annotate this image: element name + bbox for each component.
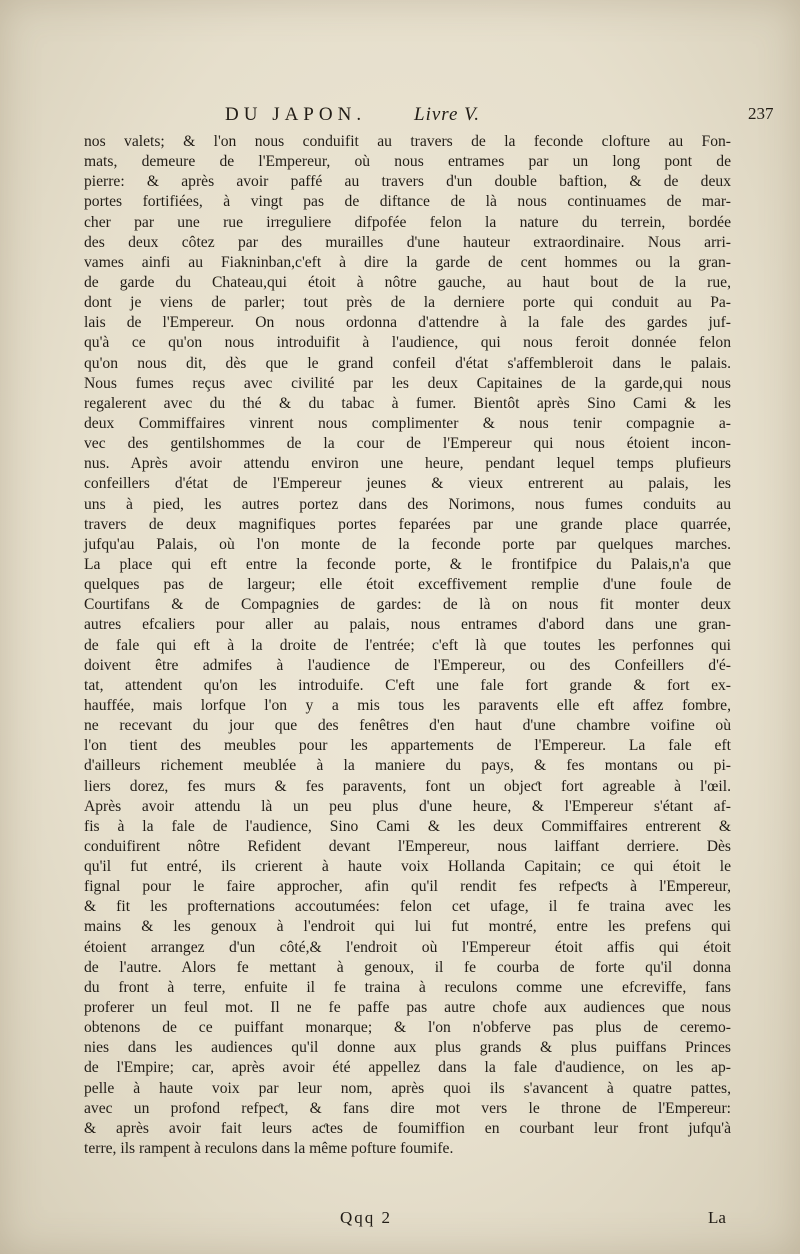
catchword: La [708,1208,726,1227]
text-line: fis à la fale de l'audience, Sino Cami & les deux Commiffaires entrerent & [84,817,731,835]
text-line: vames ainfi au Fiakninban,c'eft à dire la garde de cent hommes ou la gran- [84,253,731,271]
text-line: quelques pas de largeur; elle étoit exceffivement remplie d'une foule de [84,576,731,594]
text-line: doivent être admifes à l'audience de l'Empereur, ou des Confeillers d'é- [84,656,731,674]
text-line: autres efcaliers pour aller au palais, nous entrames d'abord dans une gran- [84,616,731,634]
text-line: Après avoir attendu là un peu plus d'une heure, & l'Empereur s'étant af- [84,797,731,815]
text-line: regalerent avec du thé & du tabac à fumer. Bientôt après Sino Cami & les [84,394,731,412]
text-line: conduifirent nôtre Refident devant l'Empereur, nous laiffant derriere. Dès [84,837,731,855]
text-line: jufqu'au Palais, où l'on monte de la feconde porte par quelques marches. [84,535,731,553]
text-line: nies dans les audiences qu'il donne aux plus grands & plus puiffans Princes [84,1039,731,1057]
text-line: hauffée, mais lorfque l'on y a mis tous les paravents elle eft affez fombre, [84,696,731,714]
text-line: terre, ils rampent à reculons dans la même pofture foumife. [84,1140,454,1158]
text-line: du front à terre, enfuite il fe traina à reculons comme une efcreviffe, fans [84,978,731,996]
text-line: travers de deux magnifiques portes feparées par une grande place quarrée, [84,515,731,533]
text-line: mains & les genoux à l'endroit qui lui fut montré, entre les prefens qui [84,918,731,936]
text-line: nus. Après avoir attendu environ une heure, pendant lequel temps plufieurs [84,455,731,473]
text-line: dont je viens de parler; tout près de la derniere porte qui conduit au Pa- [84,294,731,312]
body-text [84,132,731,1159]
text-line: l'on tient des meubles pour les appartements de l'Empereur. La fale eft [84,737,731,755]
text-line: Courtifans & de Compagnies de gardes: de là on nous fit monter deux [84,596,731,614]
text-line: vec des gentilshommes de la cour de l'Empereur qui nous étoient incon- [84,435,731,453]
text-line: fignal pour le faire approcher, afin qu'il rendit fes refpeƈts à l'Empereur, [84,878,731,896]
text-line: de l'Empire; car, après avoir été appellez dans la fale d'audience, on les ap- [84,1059,731,1077]
text-line: La place qui eft entre la feconde porte, & le frontifpice du Palais,n'a que [84,555,731,573]
text-line: qu'on nous dit, dès que le grand confeil d'état s'affembleroit dans le palais. [84,354,731,372]
text-line: nos valets; & l'on nous conduifit au travers de la feconde clofture au Fon- [84,133,731,150]
text-line: Nous fumes reçus avec civilité par les deux Capitaines de la garde,qui nous [84,374,731,392]
text-line: de fale qui eft à la droite de l'entrée; c'eft là que toutes les perfonnes qui [84,636,731,654]
text-line: uns à pied, les autres portez dans des Norimons, nous fumes conduits au [84,495,731,513]
text-line: deux Commiffaires vinrent nous complimenter & nous tenir compagnie a- [84,414,731,432]
text-line: mats, demeure de l'Empereur, où nous entrames par un long pont de [84,153,731,171]
page-number: 237 [748,104,774,123]
text-line: & fit les profternations accoutumées: felon cet ufage, il fe traina avec les [84,898,731,916]
text-line: étoient arrangez d'un côté,& l'endroit où l'Empereur étoit affis qui étoit [84,938,731,956]
running-subtitle: Livre V. [414,104,481,125]
text-line: ne recevant du jour que des fenêtres d'en haut d'une chambre voifine où [84,717,731,735]
text-line: obtenons de ce puiffant monarque; & l'on n'obferve pas plus de ceremo- [84,1019,731,1037]
text-line: confeillers d'état de l'Empereur jeunes & vieux entrerent au palais, les [84,475,731,493]
text-line: avec un profond refpeƈt, & fans dire mot vers le throne de l'Empereur: [84,1099,731,1117]
text-line: des deux côtez par des murailles d'une hauteur extraordinaire. Nous arri- [84,233,731,251]
text-line: pierre: & après avoir paffé au travers d'un double baftion, & de deux [84,173,731,191]
text-line: lais de l'Empereur. On nous ordonna d'attendre à la fale des gardes juf- [84,314,731,332]
text-line: portes fortifiées, à vingt pas de diftance de là nous continuames de mar- [84,193,731,211]
text-line: de garde du Chateau,qui étoit à nôtre gauche, au haut bout de la rue, [84,273,731,291]
text-line: & après avoir fait leurs aƈtes de foumiffion en courbant leur front jufqu'à [84,1119,731,1137]
running-header [225,104,780,130]
signature-mark: Qqq 2 [340,1208,393,1227]
text-line: qu'il fut entré, ils crierent à haute voix Hollanda Capitain; ce qui étoit le [84,858,731,876]
text-line: de l'autre. Alors fe mettant à genoux, il fe courba de forte qu'il donna [84,958,731,976]
text-line: qu'à ce qu'on nous introduifit à l'audience, qui nous feroit donnée felon [84,334,731,352]
text-line: liers dorez, fes murs & fes paravents, font un objeƈt fort agreable à l'œil. [84,777,731,795]
text-line: proferer un feul mot. Il ne fe paffe pas autre chofe aux audiences que nous [84,999,731,1017]
running-title: DU JAPON. [225,104,367,125]
text-line: pelle à haute voix par leur nom, après quoi ils s'avancent à quatre pattes, [84,1079,731,1097]
text-line: cher par une rue irreguliere difpofée felon la nature du terrein, bordée [84,213,731,231]
text-line: d'ailleurs richement meublée à la maniere du pays, & fes montans ou pi- [84,757,731,775]
text-line: tat, attendent qu'on les introduife. C'eft une fale fort grande & fort ex- [84,676,731,694]
